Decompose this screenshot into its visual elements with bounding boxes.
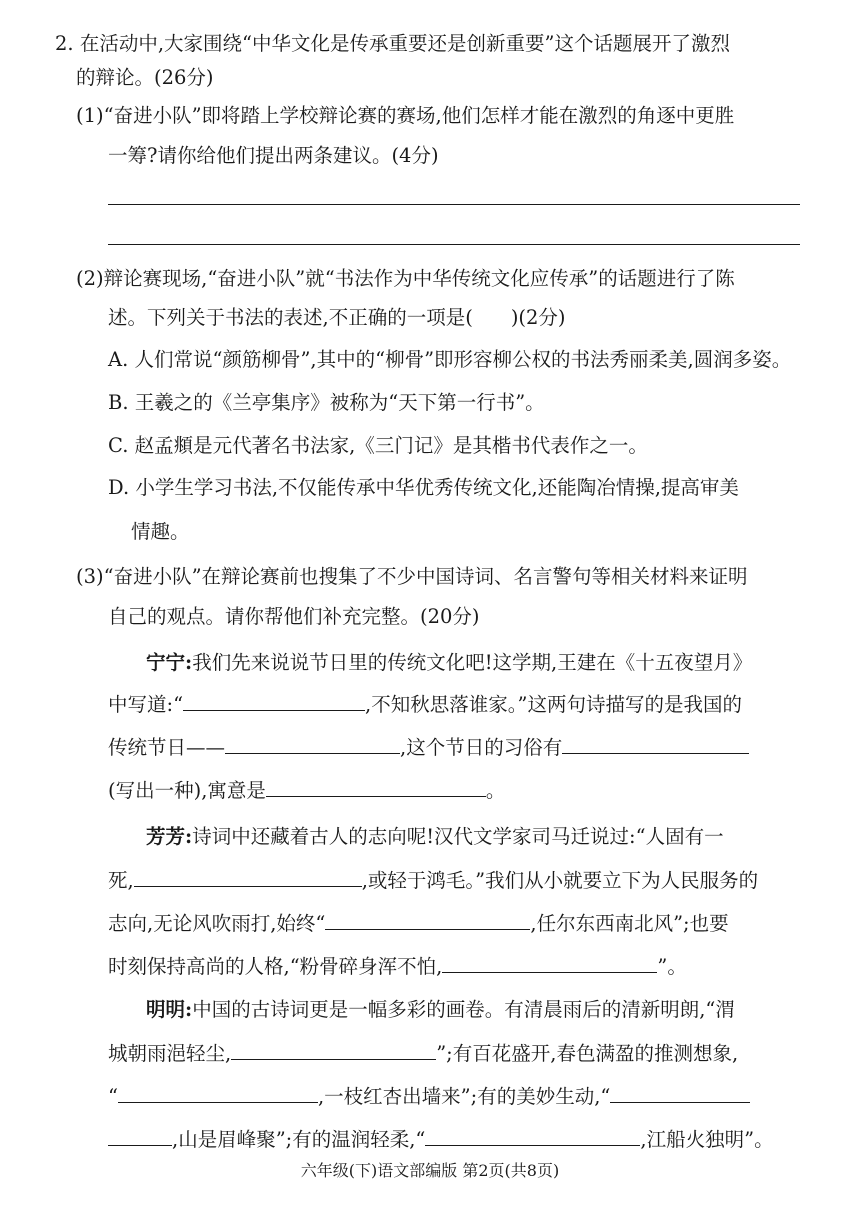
- fangfang-line-1: 芳芳:诗词中还藏着古人的志向呢!汉代文学家司马迁说过:“人固有一: [146, 825, 724, 848]
- option-d-line-1: D. 小学生学习书法,不仅能传承中华优秀传统文化,还能陶冶情操,提高审美: [108, 476, 739, 499]
- option-b: B. 王羲之的《兰亭集序》被称为“天下第一行书”。: [108, 391, 545, 414]
- fill-blank[interactable]: [425, 1125, 640, 1146]
- question-number: 2.: [55, 32, 74, 55]
- option-a: A. 人们常说“颜筋柳骨”,其中的“柳骨”即形容柳公权的书法秀丽柔美,圆润多姿。: [108, 348, 792, 371]
- ningning-line-3: 传统节日—— ,这个节日的习俗有: [108, 733, 749, 762]
- fill-blank[interactable]: [134, 866, 362, 887]
- part3-line-2: 自己的观点。请你帮他们补充完整。(20分): [108, 605, 480, 628]
- fill-blank[interactable]: [442, 952, 657, 973]
- fill-blank[interactable]: [562, 733, 749, 754]
- option-c: C. 赵孟頫是元代著名书法家,《三门记》是其楷书代表作之一。: [108, 434, 648, 457]
- mingming-line-2: 城朝雨浥轻尘, ”;有百花盛开,春色满盈的推测想象,: [108, 1039, 738, 1068]
- fill-blank[interactable]: [266, 776, 486, 797]
- option-d-line-2: 情趣。: [131, 520, 190, 543]
- ningning-line-1: 宁宁:我们先来说说节日里的传统文化吧!这学期,王建在《十五夜望月》: [146, 651, 753, 674]
- fangfang-line-2: 死, ,或轻于鸿毛。”我们从小就要立下为人民服务的: [108, 866, 758, 895]
- question-stem-line-1: 2. 在活动中,大家围绕“中华文化是传承重要还是创新重要”这个话题展开了激烈: [55, 32, 730, 55]
- fangfang-line-4: 时刻保持高尚的人格,“粉骨碎身浑不怕, ”。: [108, 952, 687, 981]
- fill-blank[interactable]: [325, 909, 530, 930]
- part1-line-1: (1)“奋进小队”即将踏上学校辩论赛的赛场,他们怎样才能在激烈的角逐中更胜: [76, 104, 735, 127]
- part2-line-2: 述。下列关于书法的表述,不正确的一项是( )(2分): [108, 306, 566, 329]
- fill-blank[interactable]: [610, 1082, 750, 1103]
- ningning-line-2: 中写道:“ ,不知秋思落谁家。”这两句诗描写的是我国的: [108, 690, 742, 719]
- question-stem-line-2: 的辩论。(26分): [76, 66, 214, 89]
- speaker-name: 宁宁:: [146, 651, 193, 674]
- fill-blank[interactable]: [108, 1125, 172, 1146]
- ningning-line-4: (写出一种),寓意是 。: [108, 776, 505, 805]
- page-footer: 六年级(下)语文部编版 第2页(共8页): [300, 1161, 560, 1180]
- mingming-line-4: ,山是眉峰聚”;有的温润轻柔,“ ,江船火独明”。: [108, 1125, 774, 1154]
- part1-line-2: 一筹?请你给他们提出两条建议。(4分): [108, 144, 439, 167]
- mingming-line-1: 明明:中国的古诗词更是一幅多彩的画卷。有清晨雨后的清新明朗,“渭: [146, 998, 735, 1021]
- fangfang-line-3: 志向,无论风吹雨打,始终“ ,任尔东西南北风”;也要: [108, 909, 729, 938]
- part2-line-1: (2)辩论赛现场,“奋进小队”就“书法作为中华传统文化应传承”的话题进行了陈: [76, 267, 735, 290]
- fill-blank[interactable]: [225, 733, 400, 754]
- fill-blank[interactable]: [118, 1082, 318, 1103]
- speaker-name: 明明:: [146, 998, 193, 1021]
- answer-line-2[interactable]: [108, 244, 800, 245]
- fill-blank[interactable]: [231, 1039, 436, 1060]
- fill-blank[interactable]: [183, 690, 365, 711]
- speaker-name: 芳芳:: [146, 825, 193, 848]
- part3-line-1: (3)“奋进小队”在辩论赛前也搜集了不少中国诗词、名言警句等相关材料来证明: [76, 565, 748, 588]
- answer-line-1[interactable]: [108, 204, 800, 205]
- mingming-line-3: “ ,一枝红杏出墙来”;有的美妙生动,“: [108, 1082, 750, 1111]
